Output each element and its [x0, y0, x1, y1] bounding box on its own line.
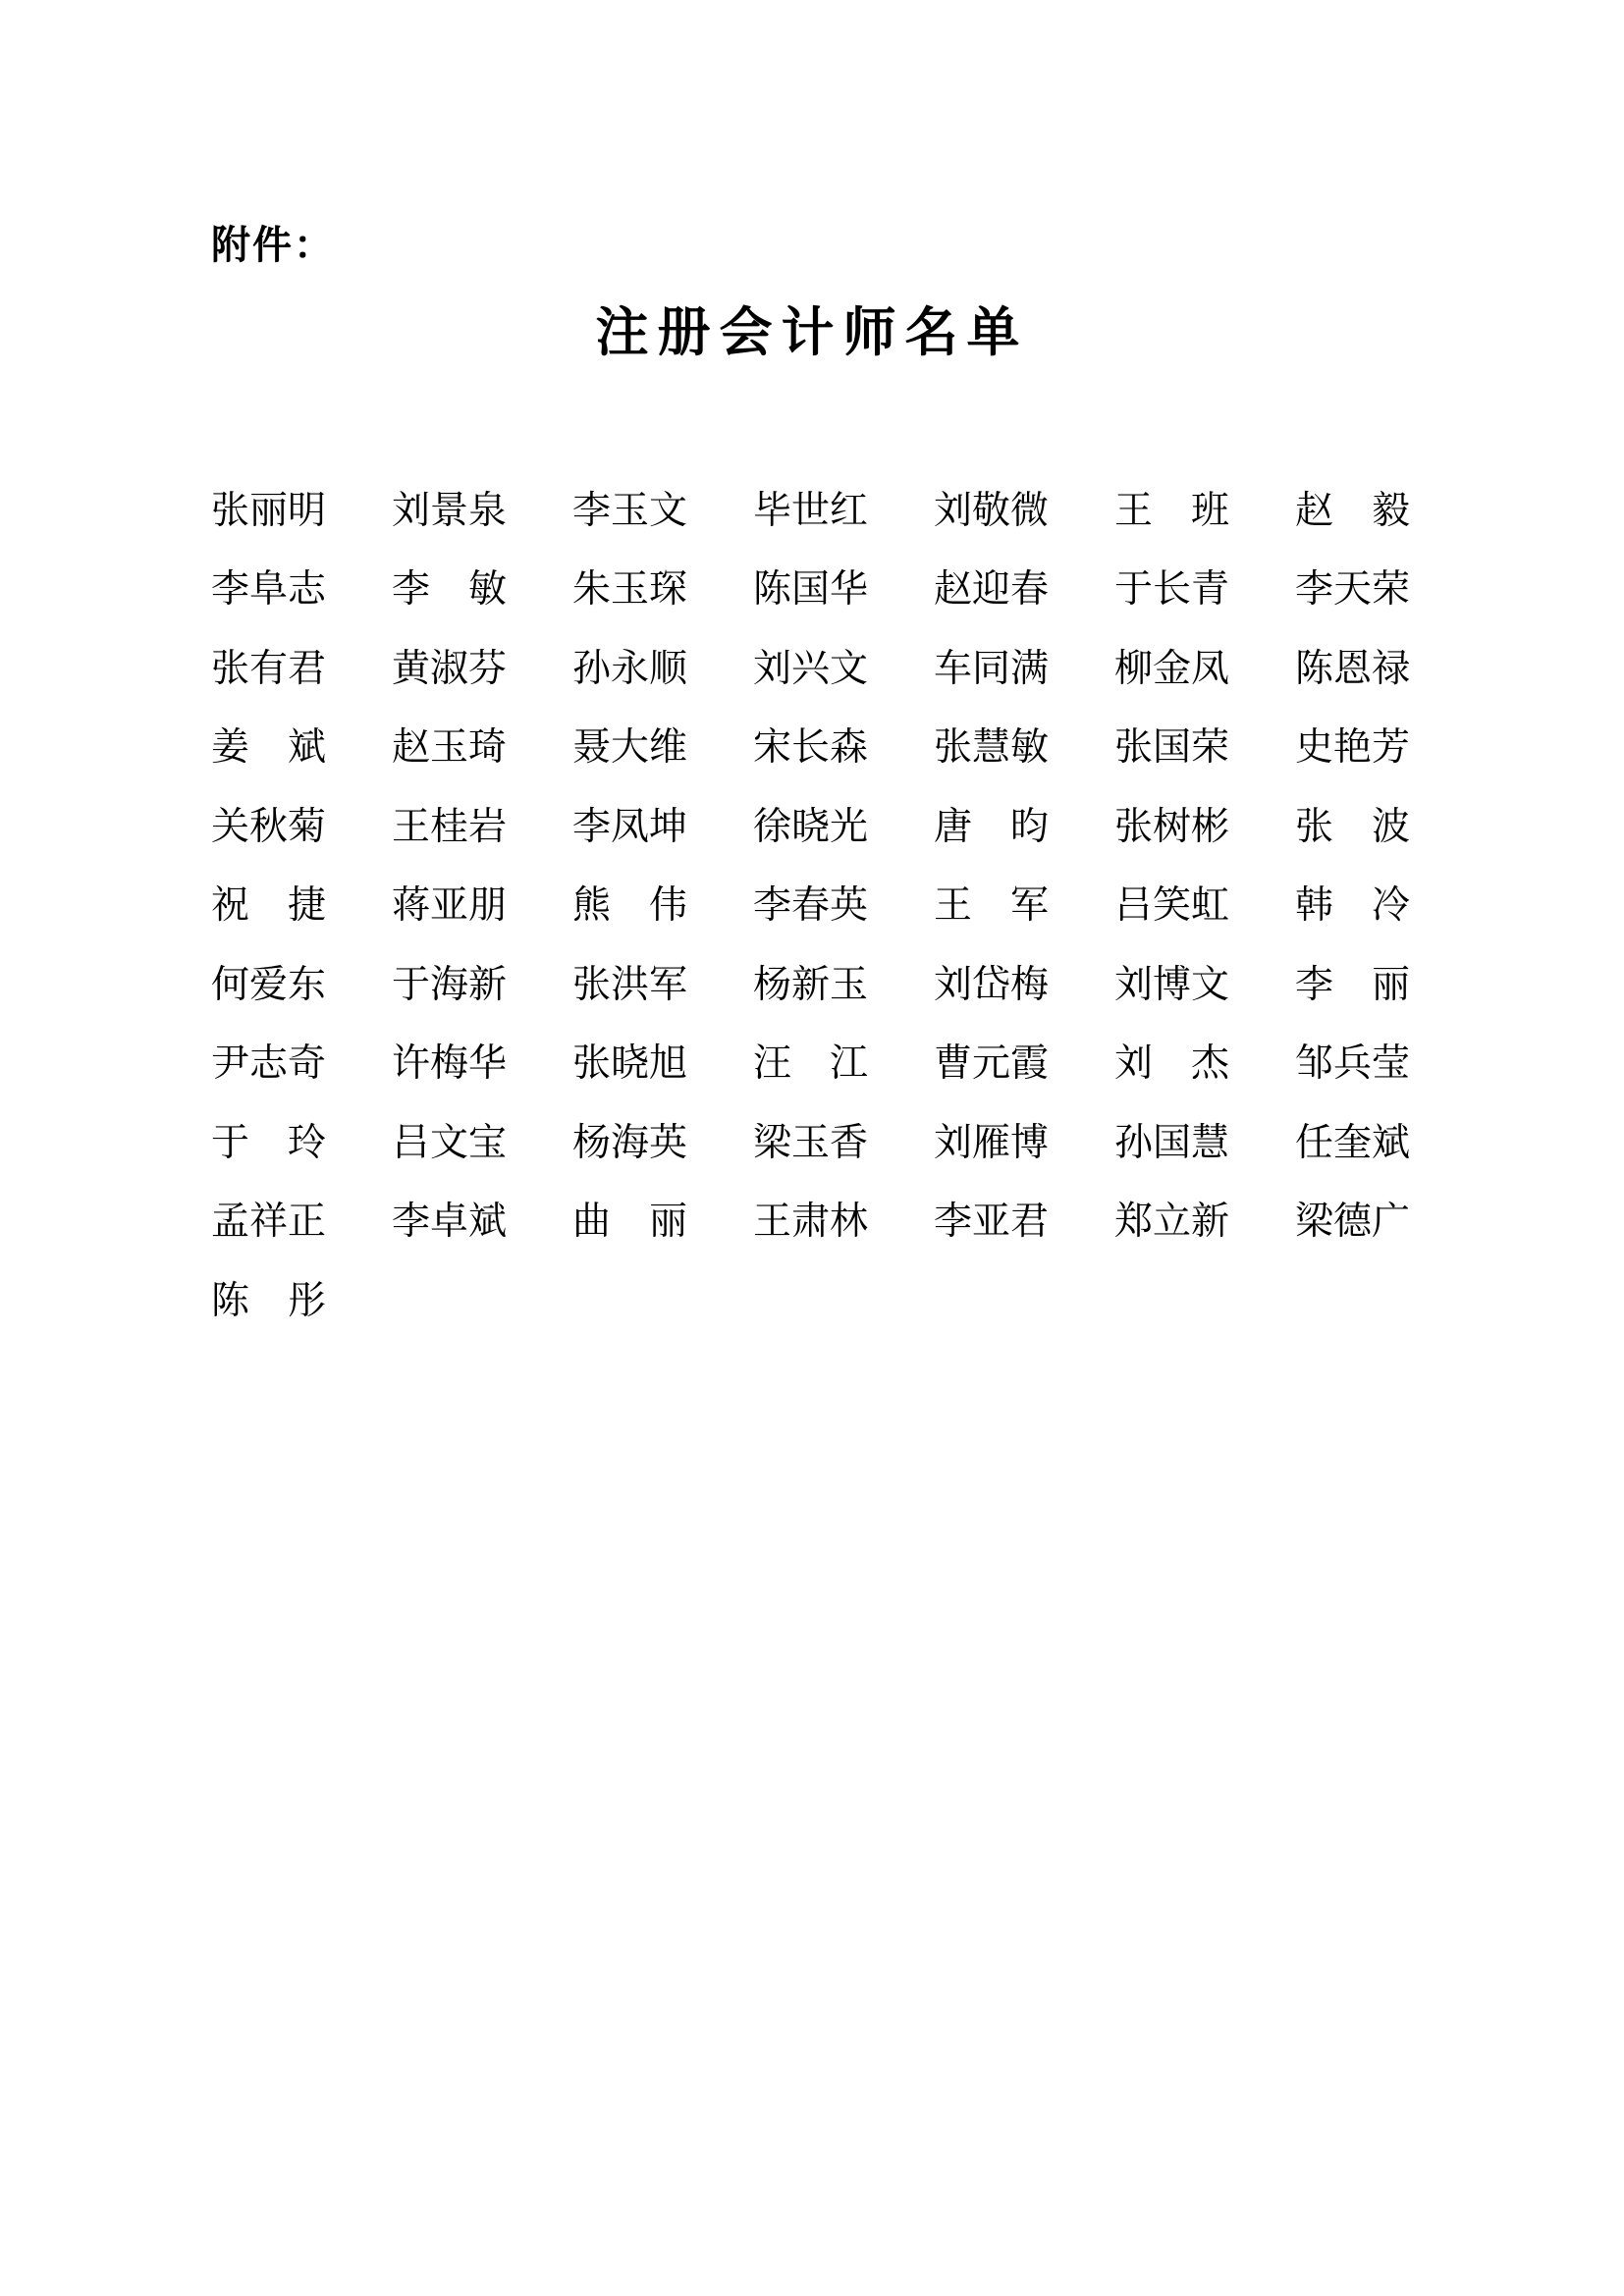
page-title: 注册会计师名单	[595, 303, 1029, 362]
person-name: 李凤坤	[572, 805, 688, 848]
person-name: 孙永顺	[572, 647, 688, 690]
person-name: 张国荣	[1114, 726, 1230, 770]
person-name: 王 军	[934, 884, 1050, 928]
person-name: 关秋菊	[211, 805, 327, 848]
name-row	[211, 946, 1476, 1026]
name-row	[211, 1026, 1476, 1105]
person-name: 史艳芳	[1295, 726, 1411, 770]
person-name: 陈国华	[753, 568, 869, 612]
person-name: 郑立新	[1114, 1201, 1230, 1244]
person-name: 于长青	[1114, 568, 1230, 612]
person-name: 梁玉香	[753, 1121, 869, 1164]
person-name: 王肃林	[753, 1201, 869, 1244]
person-name: 刘岱梅	[934, 963, 1050, 1006]
name-row	[211, 552, 1476, 631]
person-name: 朱玉琛	[572, 568, 688, 612]
person-name: 曹元霞	[934, 1042, 1050, 1086]
person-name: 汪 江	[753, 1042, 869, 1086]
person-name: 孟祥正	[211, 1201, 327, 1244]
person-name: 蒋亚朋	[392, 884, 508, 928]
person-name: 何爱东	[211, 963, 327, 1006]
person-name: 刘兴文	[753, 647, 869, 690]
person-name: 唐 昀	[934, 805, 1050, 848]
person-name: 赵 毅	[1295, 489, 1411, 532]
person-name: 刘 杰	[1114, 1042, 1230, 1086]
name-row	[211, 472, 1476, 552]
person-name: 张洪军	[572, 963, 688, 1006]
person-name: 张慧敏	[934, 726, 1050, 770]
accountant-name-list	[211, 472, 1476, 1342]
name-row	[211, 868, 1476, 947]
person-name: 祝 捷	[211, 884, 327, 928]
person-name: 孙国慧	[1114, 1121, 1230, 1164]
person-name: 黄淑芬	[392, 647, 508, 690]
person-name: 刘博文	[1114, 963, 1230, 1006]
name-row	[211, 1262, 1476, 1342]
person-name: 于 玲	[211, 1121, 327, 1164]
person-name: 李 丽	[1295, 963, 1411, 1006]
person-name: 许梅华	[392, 1042, 508, 1086]
person-name: 吕文宝	[392, 1121, 508, 1164]
person-name: 曲 丽	[572, 1201, 688, 1244]
person-name: 梁德广	[1295, 1201, 1411, 1244]
person-name: 陈恩禄	[1295, 647, 1411, 690]
person-name: 刘景泉	[392, 489, 508, 532]
person-name: 张晓旭	[572, 1042, 688, 1086]
attachment-label: 附件：	[211, 224, 335, 267]
person-name: 李卓斌	[392, 1201, 508, 1244]
person-name: 陈 彤	[211, 1279, 327, 1322]
person-name: 徐晓光	[753, 805, 869, 848]
person-name: 李亚君	[934, 1201, 1050, 1244]
person-name: 李天荣	[1295, 568, 1411, 612]
name-row	[211, 710, 1476, 789]
person-name: 赵迎春	[934, 568, 1050, 612]
person-name: 刘雁博	[934, 1121, 1050, 1164]
person-name: 刘敬微	[934, 489, 1050, 532]
person-name: 王 班	[1114, 489, 1230, 532]
name-row	[211, 788, 1476, 868]
person-name: 聂大维	[572, 726, 688, 770]
person-name: 任奎斌	[1295, 1121, 1411, 1164]
person-name: 赵玉琦	[392, 726, 508, 770]
person-name: 熊 伟	[572, 884, 688, 928]
person-name: 于海新	[392, 963, 508, 1006]
person-name: 柳金凤	[1114, 647, 1230, 690]
person-name: 车同满	[934, 647, 1050, 690]
person-name: 张有君	[211, 647, 327, 690]
person-name: 李 敏	[392, 568, 508, 612]
person-name: 姜 斌	[211, 726, 327, 770]
person-name: 李阜志	[211, 568, 327, 612]
person-name: 张树彬	[1114, 805, 1230, 848]
name-row	[211, 1184, 1476, 1263]
person-name: 毕世红	[753, 489, 869, 532]
person-name: 张丽明	[211, 489, 327, 532]
person-name: 杨海英	[572, 1121, 688, 1164]
person-name: 邹兵莹	[1295, 1042, 1411, 1086]
person-name: 李玉文	[572, 489, 688, 532]
person-name: 杨新玉	[753, 963, 869, 1006]
name-row	[211, 1104, 1476, 1184]
person-name: 王桂岩	[392, 805, 508, 848]
person-name: 宋长森	[753, 726, 869, 770]
person-name: 李春英	[753, 884, 869, 928]
person-name: 吕笑虹	[1114, 884, 1230, 928]
person-name: 张 波	[1295, 805, 1411, 848]
name-row	[211, 630, 1476, 710]
person-name: 尹志奇	[211, 1042, 327, 1086]
person-name: 韩 冷	[1295, 884, 1411, 928]
